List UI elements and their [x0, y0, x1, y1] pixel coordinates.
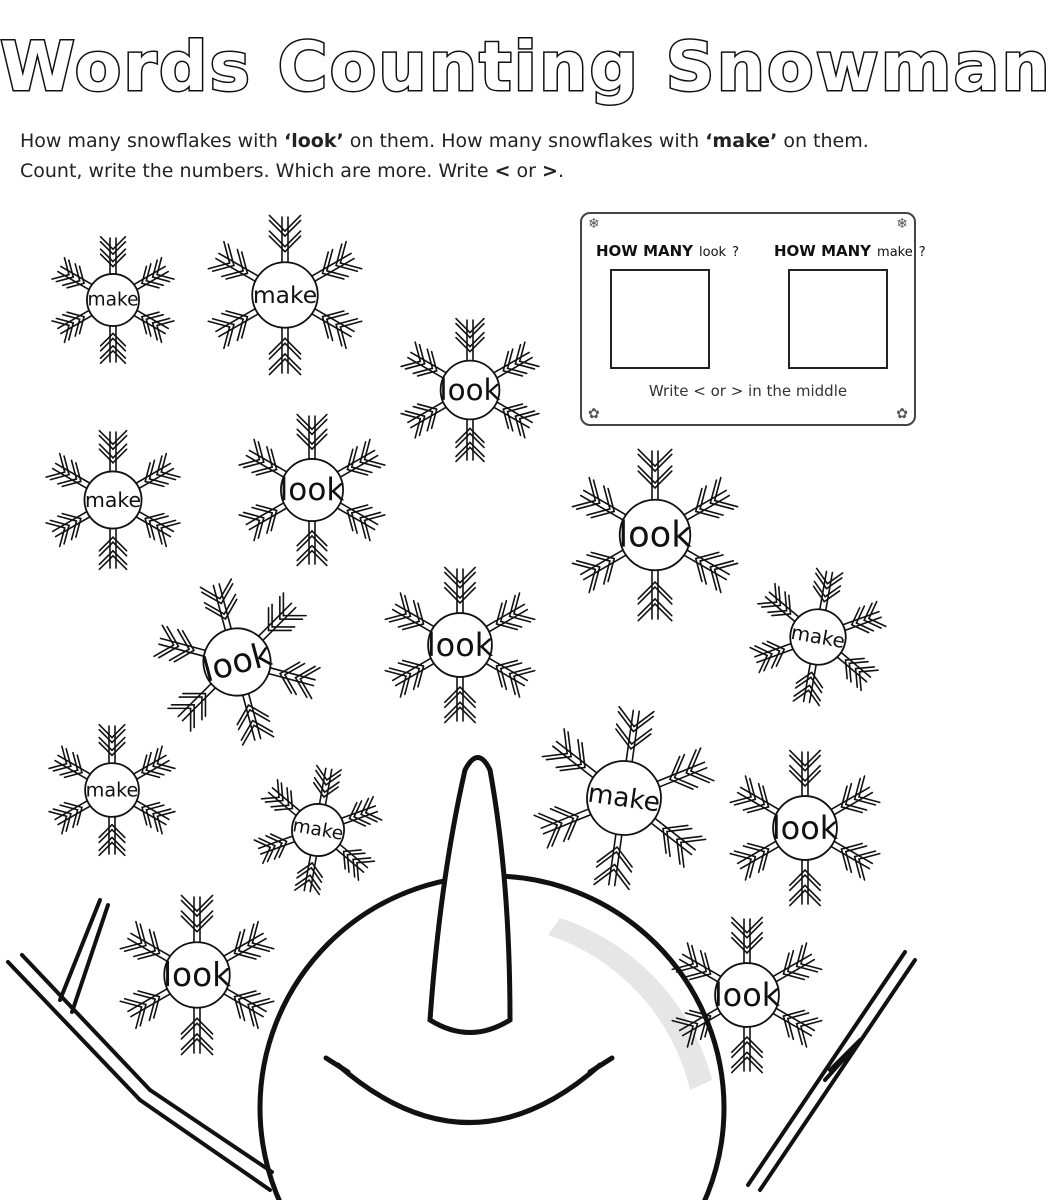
snowflake-word: make: [789, 620, 847, 654]
snowflake-make: [742, 559, 893, 714]
instruction-text: on them. How many snowflakes with: [343, 130, 706, 152]
instruction-text: Count, write the numbers. Which are more. Write: [20, 160, 495, 182]
swirl-decoration-icon: ❄: [588, 216, 600, 232]
question-mark: ?: [918, 245, 926, 260]
snowflake-look: [730, 750, 879, 905]
instruction-text: or: [510, 160, 543, 182]
instruction-text: .: [557, 160, 564, 182]
snowflake-look: [385, 567, 534, 722]
swirl-decoration-icon: ✿: [896, 406, 908, 422]
snowflake-word: make: [87, 289, 139, 311]
instruction-text: on them.: [777, 130, 869, 152]
snowflake-make: [52, 237, 174, 363]
snowflake-make: [208, 215, 361, 374]
swirl-decoration-icon: ✿: [588, 406, 600, 422]
snowflake-make: [49, 725, 175, 856]
snowflake-word: look: [713, 976, 781, 1014]
worksheet-title: Words Counting Snowman: [0, 28, 1052, 107]
snowflake-look: [401, 319, 539, 462]
snowflake-word: look: [198, 634, 276, 690]
snowflake-make: [46, 431, 180, 570]
snowflake-word: look: [426, 626, 494, 664]
snowflake-word: make: [85, 488, 141, 512]
snowflake-look: [672, 917, 821, 1072]
question-mark: ?: [732, 245, 739, 260]
less-than-symbol: <: [494, 160, 511, 182]
instruction-text: How many snowflakes with: [20, 130, 284, 152]
snowflake-look: [572, 449, 737, 620]
how-many-text: HOW MANY: [596, 242, 694, 260]
snowflake-look: [239, 415, 385, 566]
snowflake-word: make: [585, 777, 663, 819]
keyword-look: ‘look’: [284, 130, 344, 152]
how-many-text: HOW MANY: [774, 242, 872, 260]
snowflake-word: look: [279, 472, 345, 508]
snowflake-look: [140, 563, 334, 761]
snowflake-word: make: [85, 778, 139, 802]
snowflake-word: make: [291, 815, 345, 845]
snowflake-word: look: [771, 809, 839, 847]
greater-than-symbol: >: [542, 160, 558, 182]
snowflake-make: [526, 697, 722, 899]
snowflake-word: look: [618, 514, 692, 556]
snowflake-make: [247, 757, 389, 903]
word-make: make: [877, 245, 913, 260]
word-look: look: [699, 245, 727, 260]
comparison-instruction: Write < or > in the middle: [648, 382, 848, 400]
snowflake-word: make: [252, 281, 318, 309]
snowflake-word: look: [439, 373, 501, 407]
snowflake-word: look: [162, 956, 232, 994]
snowflake-look: [120, 895, 273, 1054]
keyword-make: ‘make’: [705, 130, 778, 152]
swirl-decoration-icon: ❄: [896, 216, 908, 232]
